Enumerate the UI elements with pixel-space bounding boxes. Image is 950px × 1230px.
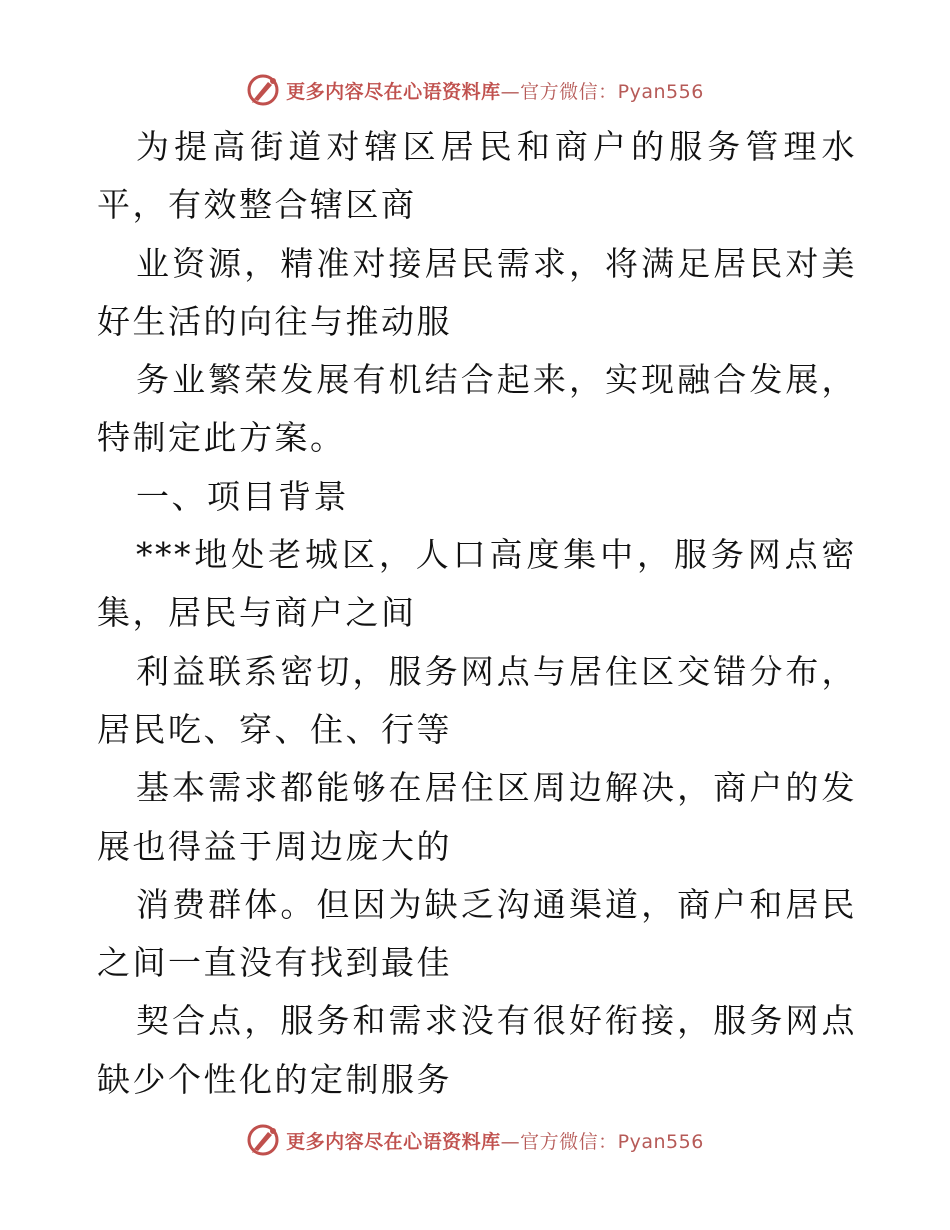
- paragraph: 为提高街道对辖区居民和商户的服务管理水平，有效整合辖区商: [97, 127, 857, 225]
- banner-text: [286, 1127, 704, 1154]
- paragraph: 利益联系密切，服务网点与居住区交错分布，居民吃、穿、住、行等: [97, 651, 857, 749]
- paragraph: ***地处老城区，人口高度集中，服务网点密集，居民与商户之间: [97, 535, 857, 633]
- paragraph: 业资源，精准对接居民需求，将满足居民对美好生活的向往与推动服: [97, 243, 857, 341]
- pen-circle-logo-icon: [246, 1123, 280, 1157]
- banner-wechat-text: —官方微信：Pyan556: [500, 80, 704, 103]
- footer-watermark-banner: [0, 1120, 950, 1160]
- header-watermark-banner: [0, 70, 950, 110]
- section-heading: 一、项目背景: [136, 476, 349, 516]
- banner-text: [286, 77, 704, 104]
- banner-main-text: 更多内容尽在心语资料库: [286, 1130, 501, 1153]
- paragraph: 务业繁荣发展有机结合起来，实现融合发展，特制定此方案。: [97, 360, 857, 458]
- paragraph: 消费群体。但因为缺乏沟通渠道，商户和居民之间一直没有找到最佳: [97, 884, 857, 983]
- paragraph: 基本需求都能够在居住区周边解决，商户的发展也得益于周边庞大的: [97, 768, 857, 866]
- banner-wechat-text: —官方微信：Pyan556: [500, 1130, 704, 1153]
- document-body: [97, 118, 857, 1109]
- banner-main-text: 更多内容尽在心语资料库: [286, 80, 501, 103]
- paragraph: 契合点，服务和需求没有很好衔接，服务网点缺少个性化的定制服务: [97, 1001, 857, 1099]
- pen-circle-logo-icon: [246, 73, 280, 107]
